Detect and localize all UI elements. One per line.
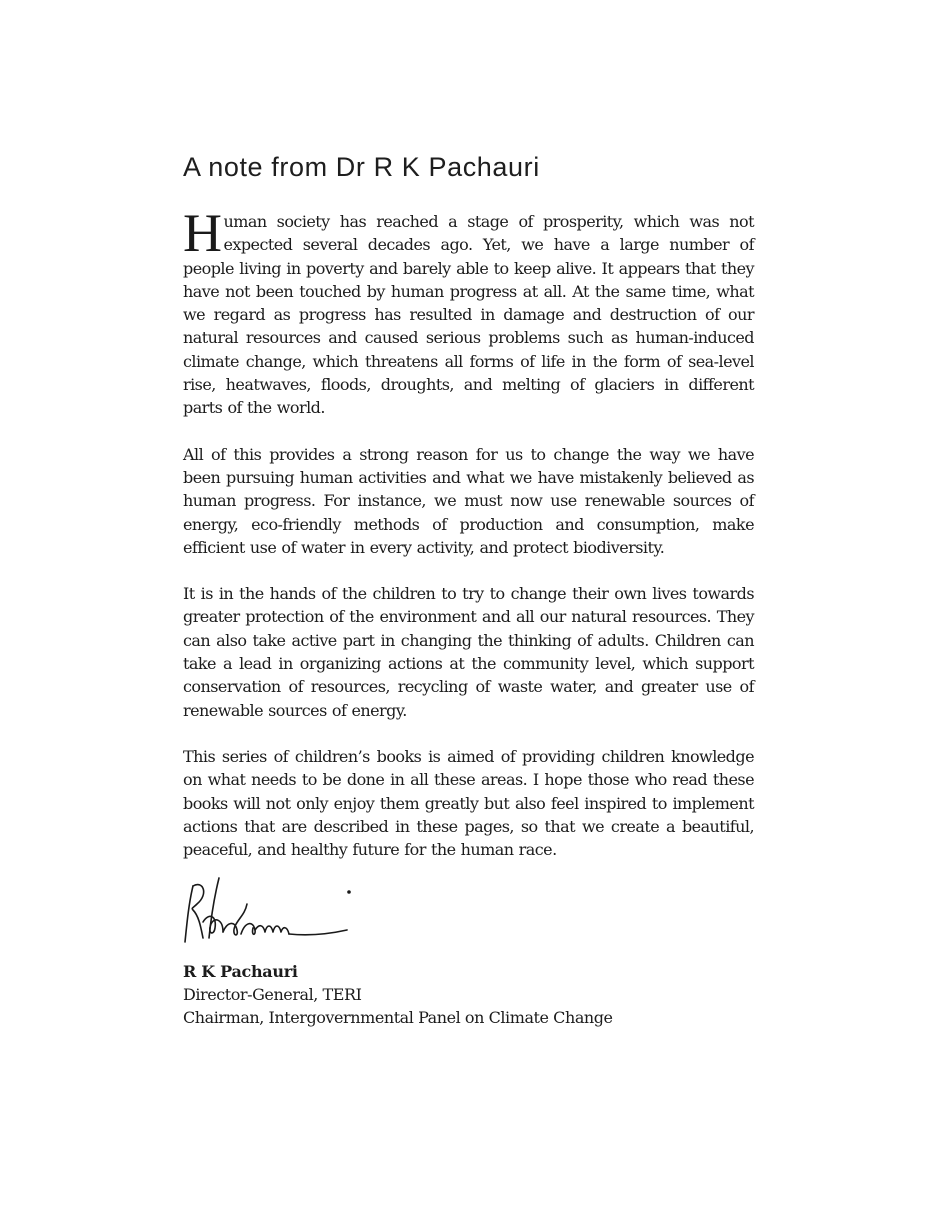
paragraph-3: It is in the hands of the children to try to change their own lives towards greater protection of the environment and all our natural resources. They can also take active part in changing the thinking of adults. Children can take a lead in organizing actions at the community level, which support conservation of resources, recycling of waste water, and greater use of renewable sources of energy. [183, 584, 754, 720]
signatory-title-1: Director-General, TERI [183, 985, 362, 1005]
letter-content [183, 150, 754, 1029]
page-title: A note from Dr R K Pachauri [183, 152, 540, 182]
paragraph-1-text: uman society has reached a stage of prosperity, which was not expected several decades ago. Yet, we have a large number of people living in poverty and barely able to keep alive. It appears that they have not been touched by human progress at all. At the same time, what we regard as progress has resulted in damage and destruction of our natural resources and caused serious problems such as human-induced climate change, which threatens all forms of life in the form of sea-level rise, heatwaves, floods, droughts, and melting of glaciers in different parts of the world. [183, 212, 754, 418]
paragraph-2: All of this provides a strong reason for us to change the way we have been pursuing human activities and what we have mistakenly believed as human progress. For instance, we must now use renewable sources of energy, eco-friendly methods of production and consumption, make efficient use of water in every activity, and protect biodiversity. [183, 444, 754, 557]
paragraph-4: This series of children’s books is aimed of providing children knowledge on what needs to be done in all these areas. I hope those who read these books will not only enjoy them greatly but also feel inspired to implement actions that are described in these pages, so that we create a beautiful, peaceful, and healthy future for the human race. [183, 746, 754, 860]
paragraph-1 [183, 203, 754, 420]
signatory-title-2: Chairman, Intergovernmental Panel on Climate Change [183, 1008, 613, 1028]
drop-cap: H [183, 203, 222, 263]
handwritten-signature-icon [179, 872, 359, 952]
signatory-name: R K Pachauri [183, 962, 298, 982]
